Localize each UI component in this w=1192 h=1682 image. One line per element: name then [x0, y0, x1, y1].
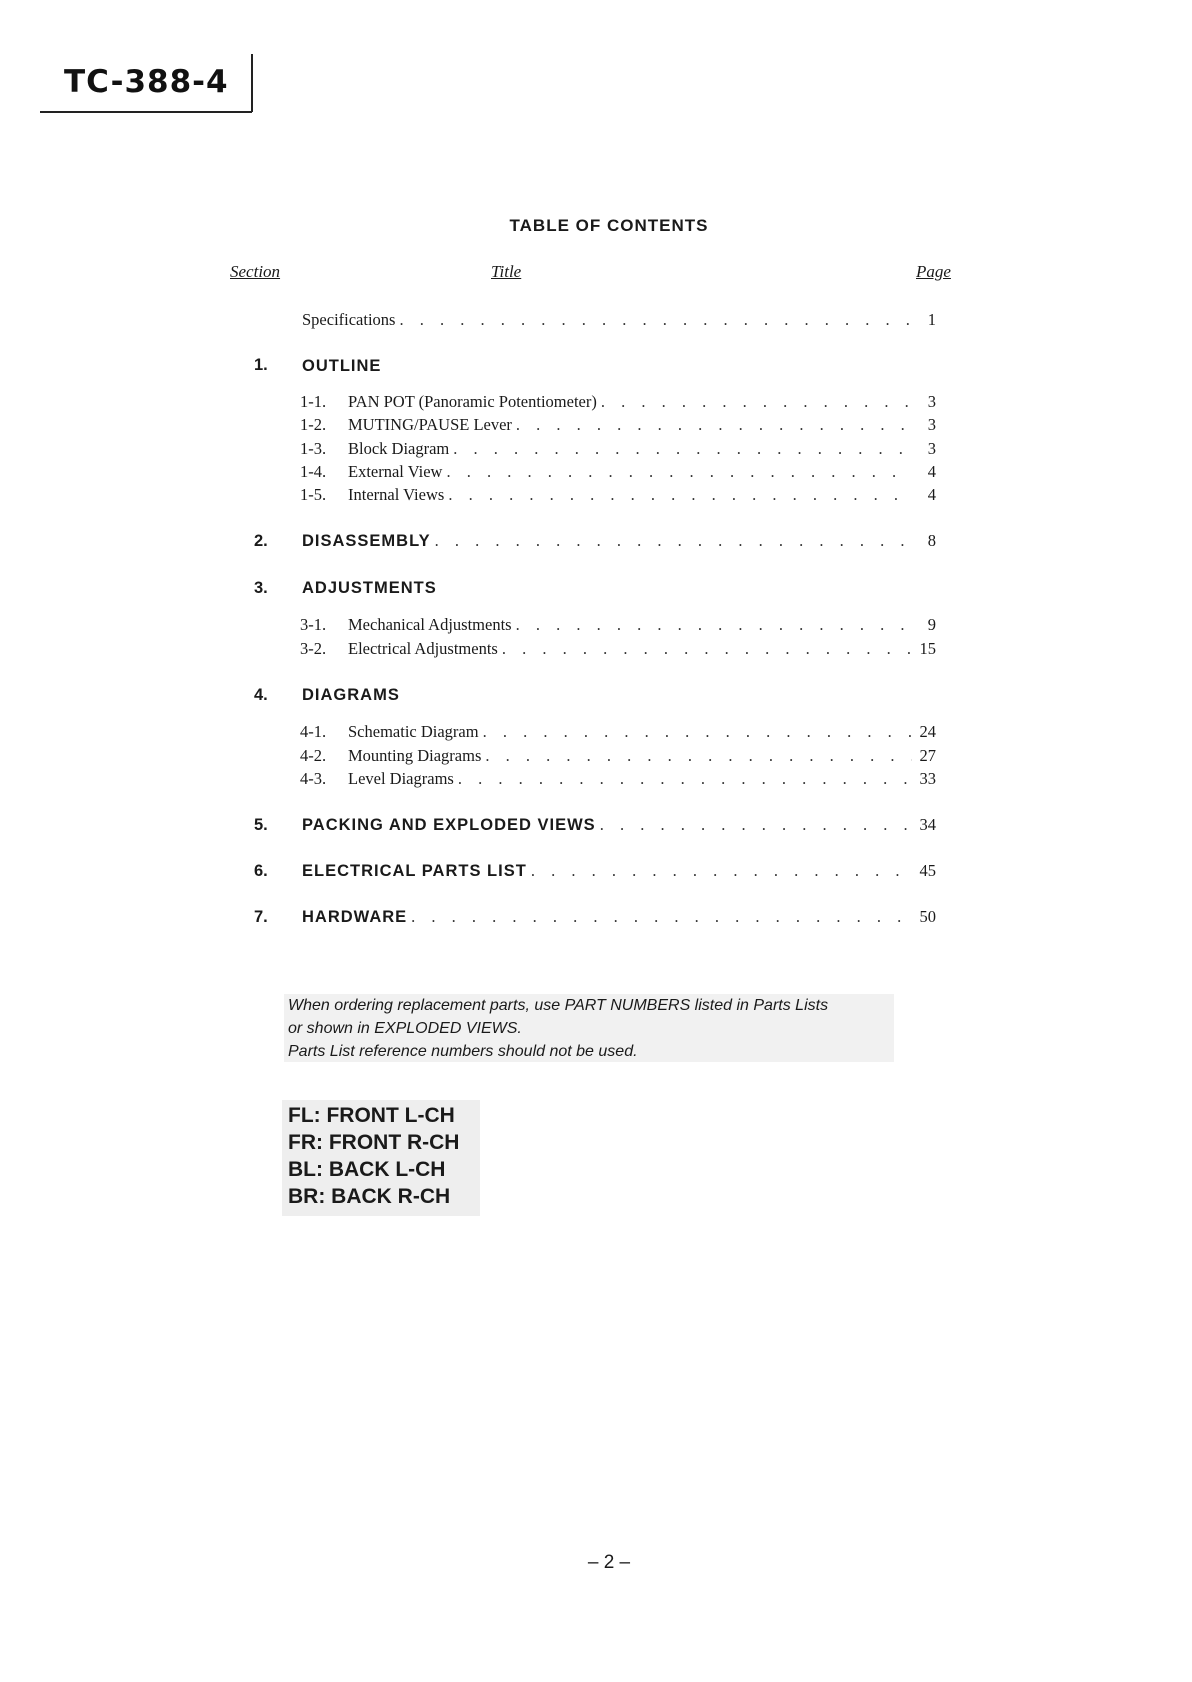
section-number: 4.	[254, 686, 268, 704]
toc-entry[interactable]	[300, 458, 936, 482]
toc-entry-page: 4	[927, 462, 936, 481]
legend-line: FL: FRONT L-CH	[288, 1104, 455, 1127]
toc-entry-page: 33	[919, 769, 936, 788]
toc-entry-label: External View	[348, 462, 443, 481]
header-vertical-rule	[251, 54, 253, 112]
toc-entry[interactable]	[300, 635, 936, 659]
toc-entry-label: MUTING/PAUSE Lever	[348, 415, 512, 434]
toc-entry-label: Mechanical Adjustments	[348, 615, 512, 634]
notice-line: When ordering replacement parts, use PART NUMBERS listed in Parts Lists	[288, 997, 829, 1014]
toc-title: TABLE OF CONTENTS	[509, 216, 709, 235]
toc-entry[interactable]	[300, 611, 936, 635]
toc-entry-label: Level Diagrams	[348, 769, 454, 788]
toc-entry-number: 4-2.	[300, 746, 327, 765]
channel-legend	[282, 1100, 480, 1216]
toc-entry[interactable]	[300, 765, 936, 789]
dot-leader	[600, 815, 912, 835]
section-title: PACKING AND EXPLODED VIEWS	[302, 816, 596, 834]
toc-entry-label: Electrical Adjustments	[348, 639, 498, 658]
toc-entry-page: 8	[927, 531, 936, 550]
dot-leader	[458, 769, 912, 789]
toc-entry-label: Internal Views	[348, 485, 445, 504]
toc-entry-label: Block Diagram	[348, 439, 450, 458]
section-number: 6.	[254, 862, 268, 880]
dot-leader	[435, 531, 912, 551]
section-title: DIAGRAMS	[302, 686, 400, 704]
toc-entry[interactable]	[300, 718, 936, 742]
model-number: TC-388-4	[64, 64, 229, 100]
toc-section-outline[interactable]	[302, 352, 936, 376]
toc-entry-specifications[interactable]	[302, 306, 936, 330]
dot-leader	[502, 639, 912, 659]
dot-leader	[516, 415, 912, 435]
legend-line: BR: BACK R-CH	[288, 1185, 451, 1208]
toc-entry-number: 1-3.	[300, 439, 327, 458]
toc-entry-label: Schematic Diagram	[348, 722, 479, 741]
section-title: OUTLINE	[302, 357, 382, 375]
toc-entry-page: 34	[919, 815, 936, 834]
toc-entry-page: 3	[927, 439, 936, 458]
section-number: 2.	[254, 532, 268, 550]
section-title: DISASSEMBLY	[302, 532, 431, 550]
toc-entry[interactable]	[300, 388, 936, 412]
toc-entry-number: 4-1.	[300, 722, 327, 741]
toc-entry-label: Mounting Diagrams	[348, 746, 482, 765]
toc-entry-page: 4	[927, 485, 936, 504]
section-title: ADJUSTMENTS	[302, 579, 437, 597]
toc-section-adjustments[interactable]	[302, 574, 936, 598]
dot-leader	[483, 722, 912, 742]
section-title: HARDWARE	[302, 908, 408, 926]
dot-leader	[399, 310, 912, 330]
toc-entry-page: 50	[919, 907, 936, 926]
toc-section-packing[interactable]	[302, 811, 936, 835]
column-header-title: Title	[491, 262, 522, 281]
ordering-notice	[284, 994, 894, 1062]
toc-entry[interactable]	[300, 742, 936, 766]
toc-entry-label: Specifications	[302, 310, 396, 329]
legend-line: BL: BACK L-CH	[288, 1158, 446, 1181]
toc-entry[interactable]	[300, 481, 936, 505]
toc-entry-page: 15	[919, 639, 936, 658]
toc-entry-number: 3-2.	[300, 639, 327, 658]
dot-leader	[453, 439, 912, 459]
toc-section-hardware[interactable]	[302, 903, 936, 927]
section-title: ELECTRICAL PARTS LIST	[302, 862, 527, 880]
toc-entry-page: 3	[927, 392, 936, 411]
toc-entry-number: 4-3.	[300, 769, 327, 788]
notice-line: or shown in EXPLODED VIEWS.	[288, 1020, 522, 1037]
toc-entry-number: 3-1.	[300, 615, 327, 634]
toc-entry-label: PAN POT (Panoramic Potentiometer)	[348, 392, 597, 411]
toc-entry-page: 24	[919, 722, 936, 741]
dot-leader	[516, 615, 912, 635]
toc-entry-number: 1-2.	[300, 415, 327, 434]
toc-entry-number: 1-1.	[300, 392, 327, 411]
toc-section-electrical-parts[interactable]	[302, 857, 936, 881]
dot-leader	[601, 392, 912, 412]
dot-leader	[485, 746, 912, 766]
section-number: 7.	[254, 908, 268, 926]
section-number: 1.	[254, 356, 268, 374]
toc-entry-number: 1-5.	[300, 485, 327, 504]
section-number: 3.	[254, 579, 268, 597]
toc-section-diagrams[interactable]	[302, 681, 936, 705]
toc-entry[interactable]	[300, 411, 936, 435]
section-number: 5.	[254, 816, 268, 834]
toc-section-disassembly[interactable]	[302, 527, 936, 551]
toc-entry[interactable]	[300, 435, 936, 459]
toc-entry-page: 3	[927, 415, 936, 434]
legend-line: FR: FRONT R-CH	[288, 1131, 460, 1154]
toc-entry-page: 45	[919, 861, 936, 880]
dot-leader	[448, 485, 912, 505]
dot-leader	[531, 861, 912, 881]
dot-leader	[446, 462, 912, 482]
dot-leader	[411, 907, 912, 927]
toc-entry-page: 9	[927, 615, 936, 634]
column-header-page: Page	[916, 262, 951, 281]
page-number: – 2 –	[587, 1552, 631, 1573]
toc-entry-number: 1-4.	[300, 462, 327, 481]
toc-entry-page: 1	[927, 310, 936, 329]
notice-line: Parts List reference numbers should not be used.	[288, 1043, 638, 1060]
header-horizontal-rule	[40, 111, 252, 113]
toc-entry-page: 27	[919, 746, 936, 765]
column-header-section: Section	[230, 262, 281, 281]
